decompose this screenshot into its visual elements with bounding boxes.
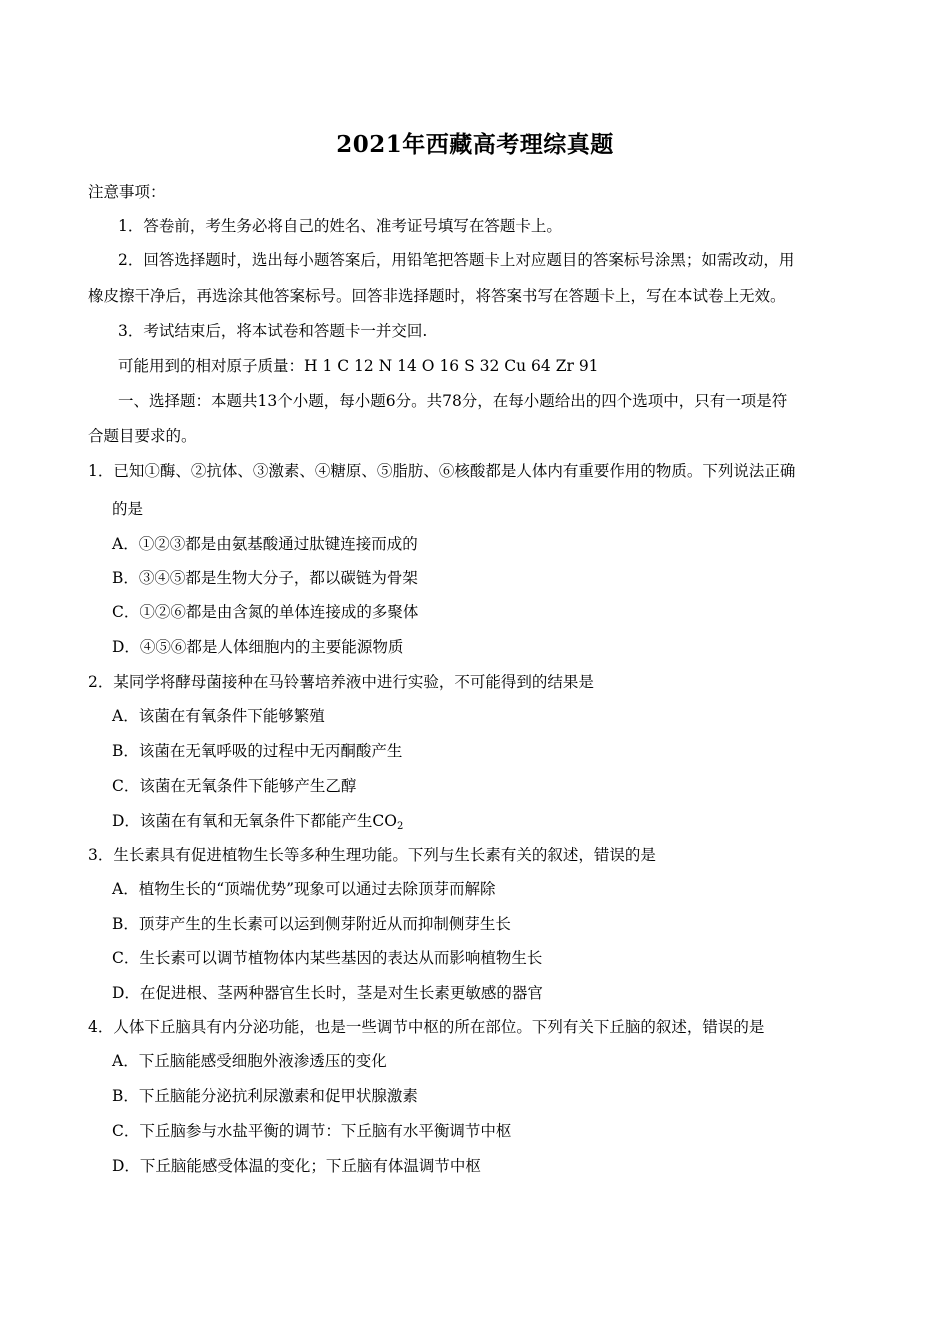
question-3-option-b: B．顶芽产生的生长素可以运到侧芽附近从而抑制侧芽生长 [112,915,511,933]
co2-subscript: 2 [397,821,404,832]
notice-item-3: 3．考试结束后，将本试卷和答题卡一并交回. [118,322,428,340]
question-2-option-a: A．该菌在有氧条件下能够繁殖 [112,707,325,725]
question-4-option-b: B．下丘脑能分泌抗利尿激素和促甲状腺激素 [112,1087,418,1105]
question-3-option-d: D．在促进根、茎两种器官生长时，茎是对生长素更敏感的器官 [112,984,543,1002]
section-intro: 一、选择题：本题共13个小题，每小题6分。共78分，在每小题给出的四个选项中，只有一项是符 [118,392,788,410]
atomic-mass-line: 可能用到的相对原子质量：H 1 C 12 N 14 O 16 S 32 Cu 64 Zr 91 [118,357,599,375]
question-2-option-d-text: D．该菌在有氧和无氧条件下都能产生CO [112,812,397,830]
question-4-stem: 4．人体下丘脑具有内分泌功能，也是一些调节中枢的所在部位。下列有关下丘脑的叙述，错误的是 [88,1018,765,1036]
question-1-option-d: D．④⑤⑥都是人体细胞内的主要能源物质 [112,638,404,656]
page-title: 2021年西藏高考理综真题 [336,131,614,158]
question-1-stem-cont: 的是 [112,500,144,518]
question-2-option-b: B．该菌在无氧呼吸的过程中无丙酮酸产生 [112,742,403,760]
question-1-stem: 1．已知①酶、②抗体、③激素、④糖原、⑤脂肪、⑥核酸都是人体内有重要作用的物质。下列说法正确 [88,462,796,480]
question-3-option-c: C．生长素可以调节植物体内某些基因的表达从而影响植物生长 [112,949,543,967]
question-1-option-a: A．①②③都是由氨基酸通过肽键连接而成的 [112,535,418,553]
question-3-stem: 3．生长素具有促进植物生长等多种生理功能。下列与生长素有关的叙述，错误的是 [88,846,656,864]
question-3-option-a: A．植物生长的“顶端优势”现象可以通过去除顶芽而解除 [112,880,496,898]
question-2-stem: 2．某同学将酵母菌接种在马铃薯培养液中进行实验，不可能得到的结果是 [88,673,594,691]
question-1-option-c: C．①②⑥都是由含氮的单体连接成的多聚体 [112,603,419,621]
notice-item-2: 2．回答选择题时，选出每小题答案后，用铅笔把答题卡上对应题目的答案标号涂黑；如需改动，用 [118,251,795,269]
question-1-option-b: B．③④⑤都是生物大分子，都以碳链为骨架 [112,569,418,587]
notice-item-1: 1．答卷前，考生务必将自己的姓名、准考证号填写在答题卡上。 [118,217,562,235]
notice-item-2-cont: 橡皮擦干净后，再选涂其他答案标号。回答非选择题时，将答案书写在答题卡上，写在本试卷上无效。 [88,287,786,305]
question-2-option-d [112,810,403,838]
question-2-option-c: C．该菌在无氧条件下能够产生乙醇 [112,777,357,795]
question-4-option-c: C．下丘脑参与水盐平衡的调节：下丘脑有水平衡调节中枢 [112,1122,512,1140]
section-intro-cont: 合题目要求的。 [88,427,197,445]
notice-heading: 注意事项： [88,183,166,201]
question-4-option-a: A．下丘脑能感受细胞外液渗透压的变化 [112,1052,387,1070]
question-4-option-d: D．下丘脑能感受体温的变化；下丘脑有体温调节中枢 [112,1157,481,1175]
